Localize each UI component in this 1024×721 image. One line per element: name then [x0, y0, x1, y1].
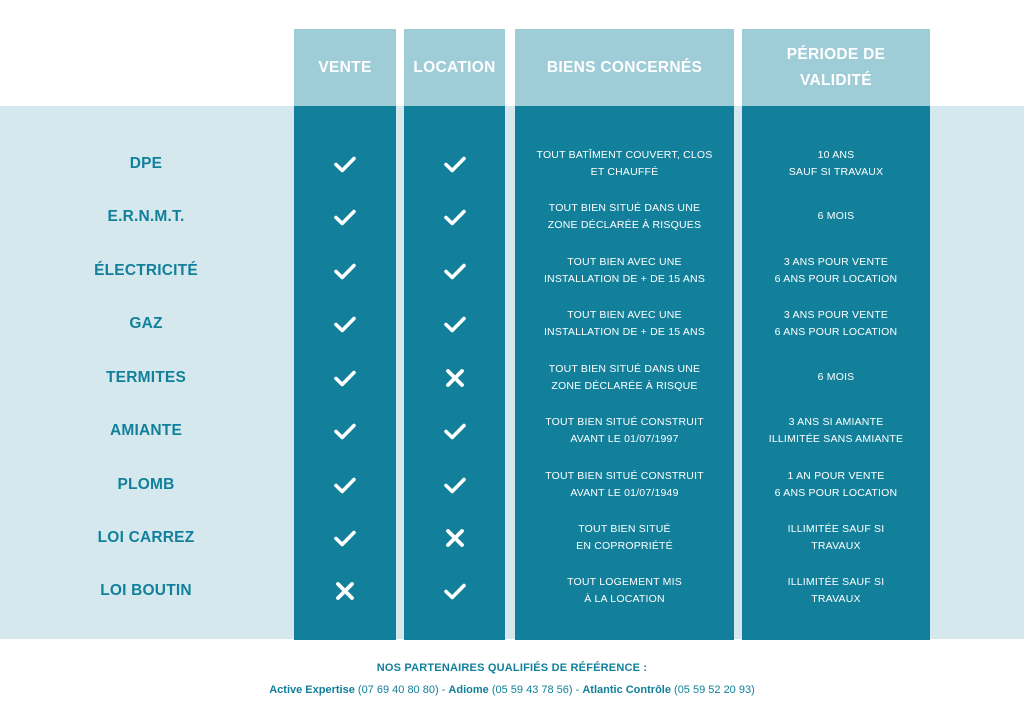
check-icon [404, 297, 505, 350]
table-row [0, 190, 1024, 243]
periode-validite-cell: 3 ANS SI AMIANTE ILLIMITÉE SANS AMIANTE [768, 415, 904, 445]
periode-validite-cell: 6 MOIS [817, 371, 855, 383]
header-biens-concernes: BIENS CONCERNÉS [515, 29, 734, 106]
row-label: GAZ [129, 314, 163, 332]
table-row [0, 137, 1024, 190]
header-vente: VENTE [294, 29, 396, 106]
biens-concernes-cell: TOUT BIEN AVEC UNE INSTALLATION DE + DE 15 ANS [543, 255, 706, 285]
footer-title: NOS PARTENAIRES QUALIFIÉS DE RÉFÉRENCE : [376, 662, 648, 674]
biens-concernes-cell: TOUT LOGEMENT MIS À LA LOCATION [567, 575, 682, 605]
check-icon [294, 458, 396, 511]
row-label: ÉLECTRICITÉ [94, 261, 198, 279]
check-icon [404, 404, 505, 457]
biens-concernes-cell: TOUT BIEN SITUÉ EN COPROPRIÉTÉ [576, 522, 673, 552]
partner-name: Active Expertise [269, 684, 355, 696]
periode-validite-cell: 3 ANS POUR VENTE 6 ANS POUR LOCATION [774, 308, 898, 338]
biens-concernes-cell: TOUT BATÎMENT COUVERT, CLOS ET CHAUFFÉ [536, 148, 713, 178]
header-location: LOCATION [404, 29, 505, 106]
row-label: LOI BOUTIN [100, 581, 192, 599]
cross-icon [404, 351, 505, 404]
check-icon [294, 511, 396, 564]
check-icon [294, 190, 396, 243]
table-row [0, 458, 1024, 511]
periode-validite-cell: 1 AN POUR VENTE 6 ANS POUR LOCATION [774, 469, 898, 499]
check-icon [294, 297, 396, 350]
check-icon [294, 404, 396, 457]
partner-phone: (05 59 52 20 93) [674, 684, 755, 696]
row-label: TERMITES [106, 368, 186, 386]
check-icon [294, 137, 396, 190]
periode-validite-cell: ILLIMITÉE SAUF SI TRAVAUX [787, 575, 885, 605]
table-row [0, 244, 1024, 297]
cross-icon [294, 564, 396, 617]
check-icon [404, 190, 505, 243]
cross-icon [404, 511, 505, 564]
table-row [0, 564, 1024, 617]
check-icon [404, 244, 505, 297]
table-row [0, 351, 1024, 404]
header-periode-validite: PÉRIODE DE VALIDITÉ [742, 29, 930, 106]
partner-phone: (07 69 40 80 80) [357, 684, 439, 696]
row-label: LOI CARREZ [97, 528, 195, 546]
check-icon [404, 458, 505, 511]
row-label: E.R.N.M.T. [107, 207, 185, 225]
biens-concernes-cell: TOUT BIEN AVEC UNE INSTALLATION DE + DE 15 ANS [543, 308, 706, 338]
biens-concernes-cell: TOUT BIEN SITUÉ CONSTRUIT AVANT LE 01/07/1949 [545, 469, 704, 499]
check-icon [404, 564, 505, 617]
biens-concernes-cell: TOUT BIEN SITUÉ DANS UNE ZONE DÉCLARÉE À RISQUES [547, 201, 702, 231]
periode-validite-cell: 10 ANS SAUF SI TRAVAUX [788, 148, 884, 178]
partner-phone: (05 59 43 78 56) [491, 684, 573, 696]
periode-validite-cell: 3 ANS POUR VENTE 6 ANS POUR LOCATION [774, 255, 898, 285]
row-label: AMIANTE [109, 421, 182, 439]
check-icon [294, 244, 396, 297]
table-row [0, 297, 1024, 350]
check-icon [294, 351, 396, 404]
footer-partners: Active Expertise (07 69 40 80 80) - Adiome (05 59 43 78 56) - Atlantic Contrôle (05 59 52 20 93) [269, 684, 755, 696]
row-label: PLOMB [117, 475, 175, 493]
biens-concernes-cell: TOUT BIEN SITUÉ DANS UNE ZONE DÉCLARÉE À RISQUE [548, 362, 701, 392]
biens-concernes-cell: TOUT BIEN SITUÉ CONSTRUIT AVANT LE 01/07/1997 [545, 415, 704, 445]
partner-name: Adiome [448, 684, 489, 696]
periode-validite-cell: 6 MOIS [817, 210, 855, 222]
table-row [0, 511, 1024, 564]
partner-name: Atlantic Contrôle [582, 684, 671, 696]
check-icon [404, 137, 505, 190]
row-label: DPE [129, 154, 163, 172]
table-row [0, 404, 1024, 457]
periode-validite-cell: ILLIMITÉE SAUF SI TRAVAUX [787, 522, 885, 552]
